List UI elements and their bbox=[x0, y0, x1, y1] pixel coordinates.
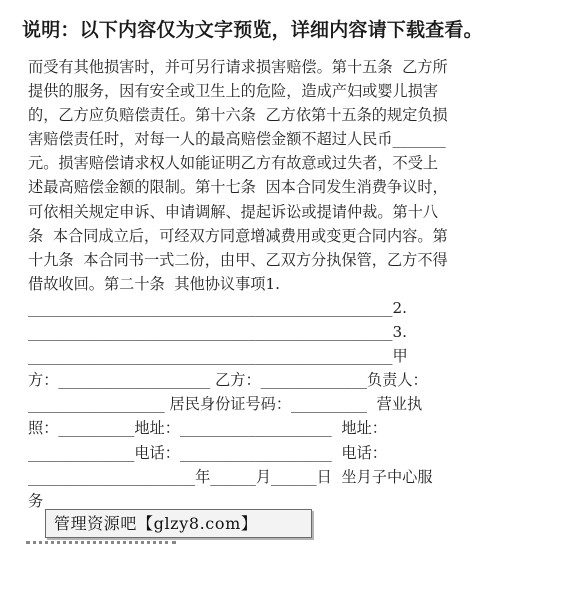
text-line: 提供的服务，因有安全或卫生上的危险，造成产妇或婴儿损害 bbox=[28, 82, 439, 101]
text-line: 元。损害赔偿请求权人如能证明乙方有故意或过失者，不受上 bbox=[28, 154, 439, 173]
text-line: 条 本合同成立后，可经双方同意增减费用或变更合同内容。第 bbox=[28, 226, 448, 245]
signature-line: __________________ 居民身份证号码：__________ 营业执 bbox=[28, 395, 423, 414]
date-line: ______________________年______月______日 坐月子中心服 bbox=[28, 467, 433, 486]
text-line: 十九条 本合同书一式二份，由甲、乙双方分执保管，乙方不得 bbox=[28, 250, 448, 269]
bottom-fill bbox=[26, 549, 546, 589]
text-line: 的，乙方应负赔偿责任。第十六条 乙方依第十五条的规定负损 bbox=[28, 106, 448, 125]
text-line: 借故收回。第二十条 其他协议事项1. bbox=[28, 274, 280, 293]
text-line: 务 bbox=[28, 491, 44, 510]
watermark-badge: 管理资源吧【glzy8.com】 bbox=[45, 509, 312, 538]
signature-line: 方：____________________ 乙方：______________负责人： bbox=[28, 371, 428, 390]
text-line: 害赔偿责任时，对每一人的最高赔偿金额不超过人民币_______ bbox=[28, 130, 446, 149]
blank-line: ________________________________________________2. bbox=[28, 298, 407, 317]
contract-text bbox=[28, 55, 552, 513]
text-line: 述最高赔偿金额的限制。第十七条 因本合同发生消费争议时， bbox=[28, 178, 448, 197]
preview-notice: 说明：以下内容仅为文字预览，详细内容请下载查看。 bbox=[22, 19, 483, 41]
phone-line: ______________电话：____________________ 电话： bbox=[28, 443, 387, 462]
address-line: 照：__________地址：____________________ 地址： bbox=[28, 419, 387, 438]
blank-line: ________________________________________________甲 bbox=[28, 347, 408, 366]
dotted-divider bbox=[26, 541, 176, 544]
text-line: 可依相关规定申诉、申请调解、提起诉讼或提请仲裁。第十八 bbox=[28, 202, 439, 221]
blank-line: ________________________________________________3. bbox=[28, 323, 407, 342]
text-line: 而受有其他损害时，并可另行请求损害赔偿。第十五条 乙方所 bbox=[28, 58, 448, 76]
